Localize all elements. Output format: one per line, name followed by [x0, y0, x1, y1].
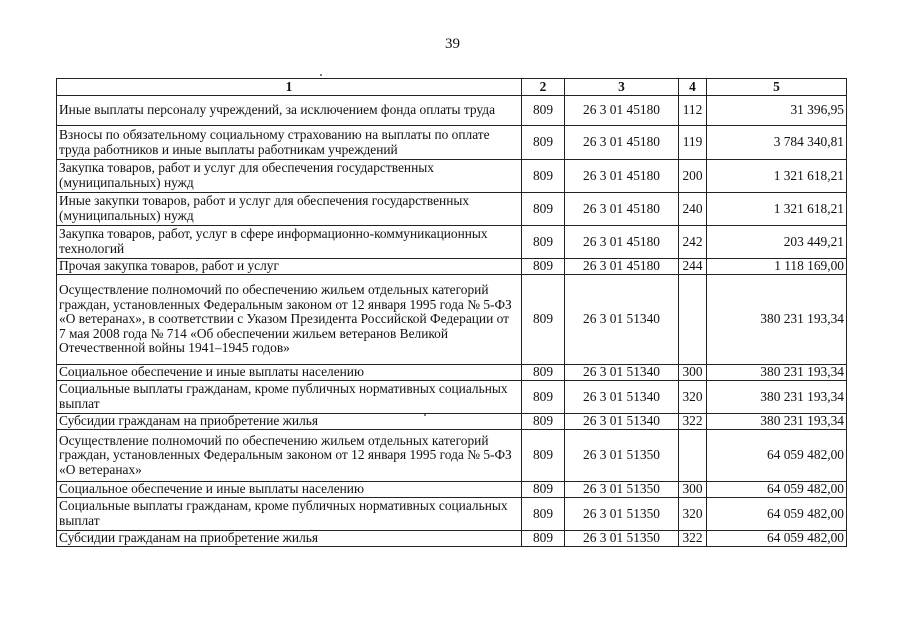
row-sum-cell: 380 231 193,34: [707, 381, 847, 414]
row-kvr-cell: [679, 430, 707, 482]
table-row: [57, 430, 847, 482]
table-row: [57, 498, 847, 531]
row-csr-cell: 26 3 01 45180: [565, 259, 679, 275]
column-header-csr: 3: [565, 79, 679, 96]
scan-speck: [320, 74, 322, 76]
row-kvr-cell: 244: [679, 259, 707, 275]
row-kvr-cell: 242: [679, 226, 707, 259]
row-kvr-cell: 112: [679, 96, 707, 126]
row-sum-cell: 64 059 482,00: [707, 430, 847, 482]
row-kvr-cell: 300: [679, 482, 707, 498]
row-csr-cell: 26 3 01 51350: [565, 430, 679, 482]
column-header-name: 1: [57, 79, 522, 96]
row-csr-cell: 26 3 01 45180: [565, 96, 679, 126]
row-sum-cell: 1 118 169,00: [707, 259, 847, 275]
row-dept-cell: 809: [522, 498, 565, 531]
row-csr-cell: 26 3 01 51350: [565, 482, 679, 498]
row-dept-cell: 809: [522, 96, 565, 126]
row-dept-cell: 809: [522, 126, 565, 160]
row-csr-cell: 26 3 01 45180: [565, 160, 679, 193]
budget-table: [56, 78, 847, 547]
table-row: [57, 365, 847, 381]
row-name-cell: Социальное обеспечение и иные выплаты населению: [57, 365, 522, 381]
table-row: [57, 126, 847, 160]
row-name-cell: Прочая закупка товаров, работ и услуг: [57, 259, 522, 275]
row-dept-cell: 809: [522, 381, 565, 414]
column-header-dept: 2: [522, 79, 565, 96]
row-dept-cell: 809: [522, 414, 565, 430]
row-name-cell: Социальное обеспечение и иные выплаты населению: [57, 482, 522, 498]
row-name-cell: Социальные выплаты гражданам, кроме публичных нормативных социальных выплат: [57, 381, 522, 414]
row-dept-cell: 809: [522, 259, 565, 275]
table-row: [57, 259, 847, 275]
column-header-sum: 5: [707, 79, 847, 96]
row-name-cell: Субсидии гражданам на приобретение жилья: [57, 414, 522, 430]
row-sum-cell: 64 059 482,00: [707, 531, 847, 547]
row-csr-cell: 26 3 01 45180: [565, 226, 679, 259]
row-name-cell: Социальные выплаты гражданам, кроме публичных нормативных социальных выплат: [57, 498, 522, 531]
row-name-cell: Закупка товаров, работ и услуг для обеспечения государственных (муниципальных) нужд: [57, 160, 522, 193]
row-sum-cell: 380 231 193,34: [707, 365, 847, 381]
row-sum-cell: 1 321 618,21: [707, 160, 847, 193]
row-csr-cell: 26 3 01 45180: [565, 193, 679, 226]
row-sum-cell: 64 059 482,00: [707, 482, 847, 498]
row-kvr-cell: [679, 275, 707, 365]
row-dept-cell: 809: [522, 430, 565, 482]
table-row: [57, 160, 847, 193]
table-row: [57, 414, 847, 430]
row-dept-cell: 809: [522, 160, 565, 193]
row-dept-cell: 809: [522, 482, 565, 498]
row-sum-cell: 1 321 618,21: [707, 193, 847, 226]
row-dept-cell: 809: [522, 365, 565, 381]
row-name-cell: Закупка товаров, работ, услуг в сфере информационно-коммуникационных технологий: [57, 226, 522, 259]
row-name-cell: Субсидии гражданам на приобретение жилья: [57, 531, 522, 547]
row-name-cell: Взносы по обязательному социальному страхованию на выплаты по оплате труда работников и иные выплаты работникам учреждений: [57, 126, 522, 160]
row-csr-cell: 26 3 01 51340: [565, 365, 679, 381]
row-csr-cell: 26 3 01 51350: [565, 531, 679, 547]
table-row: [57, 531, 847, 547]
row-kvr-cell: 119: [679, 126, 707, 160]
row-sum-cell: 31 396,95: [707, 96, 847, 126]
row-name-cell: Осуществление полномочий по обеспечению жильем отдельных категорий граждан, установленных Федеральным законом от 12 января 1995 года № 5-ФЗ «О ветеранах»: [57, 430, 522, 482]
row-sum-cell: 64 059 482,00: [707, 498, 847, 531]
row-name-cell: Иные выплаты персоналу учреждений, за исключением фонда оплаты труда: [57, 96, 522, 126]
row-sum-cell: 380 231 193,34: [707, 275, 847, 365]
row-csr-cell: 26 3 01 51340: [565, 381, 679, 414]
row-dept-cell: 809: [522, 275, 565, 365]
table-row: [57, 275, 847, 365]
row-kvr-cell: 322: [679, 414, 707, 430]
row-kvr-cell: 200: [679, 160, 707, 193]
row-name-cell: Осуществление полномочий по обеспечению жильем отдельных категорий граждан, установленных Федеральным законом от 12 января 1995 года № 5-ФЗ «О ветеранах», в соответствии с Указом Президента Российской Федерации от 7 мая 2008 года № 714 «Об обеспечении жильем ветеранов Великой Отечественной войны 1941–1945 годов»: [57, 275, 522, 365]
row-kvr-cell: 300: [679, 365, 707, 381]
row-csr-cell: 26 3 01 51350: [565, 498, 679, 531]
row-sum-cell: 203 449,21: [707, 226, 847, 259]
row-csr-cell: 26 3 01 51340: [565, 275, 679, 365]
row-sum-cell: 380 231 193,34: [707, 414, 847, 430]
table-row: [57, 193, 847, 226]
row-kvr-cell: 320: [679, 498, 707, 531]
row-dept-cell: 809: [522, 226, 565, 259]
table-row: [57, 96, 847, 126]
row-kvr-cell: 320: [679, 381, 707, 414]
row-name-cell: Иные закупки товаров, работ и услуг для обеспечения государственных (муниципальных) нужд: [57, 193, 522, 226]
table-row: [57, 482, 847, 498]
page-number: 39: [445, 36, 460, 52]
row-csr-cell: 26 3 01 51340: [565, 414, 679, 430]
row-kvr-cell: 322: [679, 531, 707, 547]
table-row: [57, 381, 847, 414]
row-dept-cell: 809: [522, 193, 565, 226]
column-header-kvr: 4: [679, 79, 707, 96]
row-dept-cell: 809: [522, 531, 565, 547]
row-csr-cell: 26 3 01 45180: [565, 126, 679, 160]
table-header-row: [57, 79, 847, 96]
table-row: [57, 226, 847, 259]
row-kvr-cell: 240: [679, 193, 707, 226]
row-sum-cell: 3 784 340,81: [707, 126, 847, 160]
